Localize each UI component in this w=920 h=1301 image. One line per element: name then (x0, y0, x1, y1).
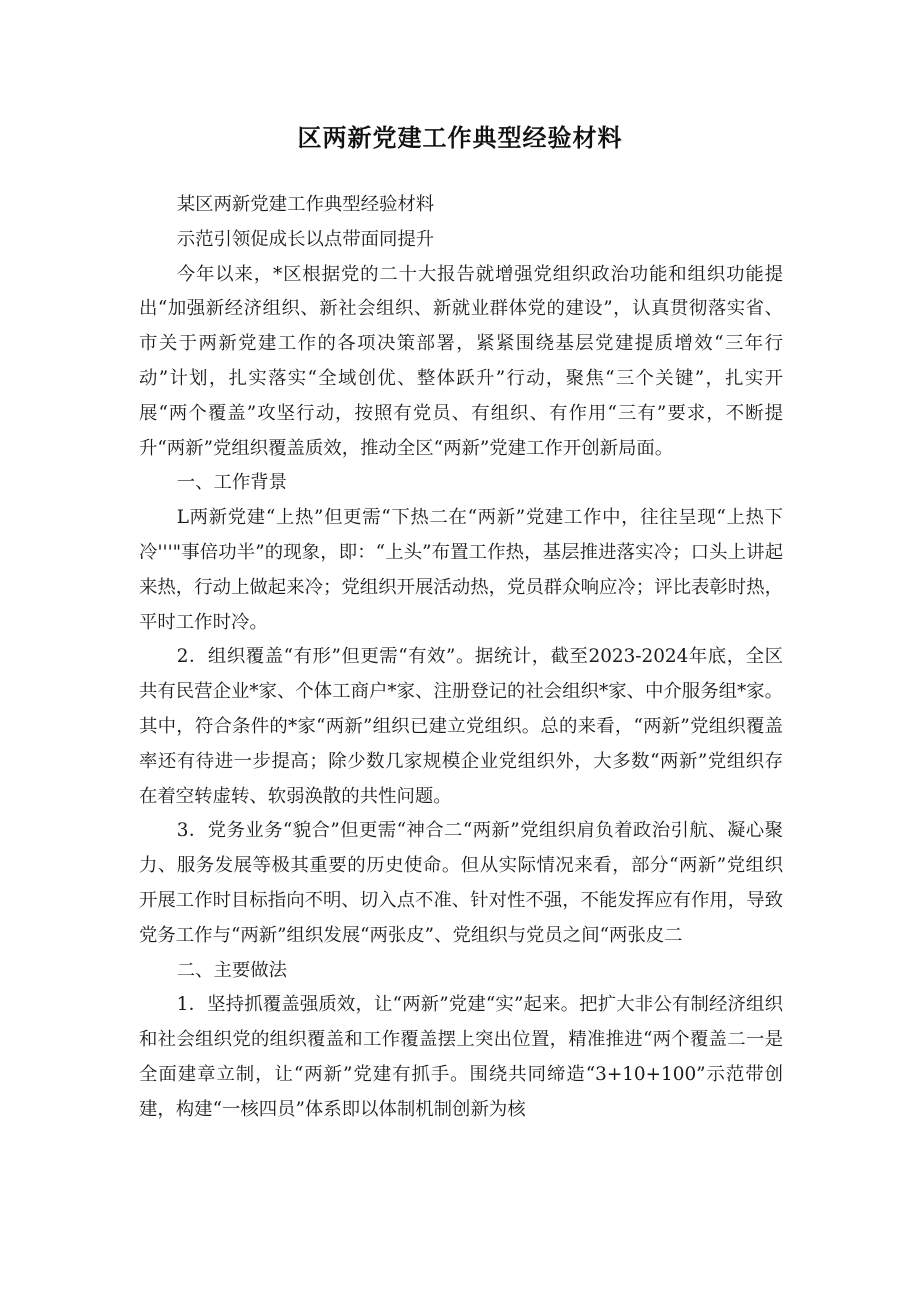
section-heading-methods: 二、主要做法 (176, 959, 288, 981)
paragraph-intro: 今年以来，*区根据党的二十大报告就增强党组织政治功能和组织功能提出“加强新经济组织、新社会组织、新就业群体党的建设”，认真贯彻落实省、市关于两新党建工作的各项决策部署，紧紧围绕基层党建提质增效“三年行动”计划，扎实落实“全域创优、整体跃升”行动，聚焦“三个关键”，扎实开展“两个覆盖”攻坚行动，按照有党员、有组织、有作用“三有”要求，不断提升“两新”党组织覆盖质效，推动全区“两新”党建工作开创新局面。 (139, 263, 783, 459)
section-heading-background: 一、工作背景 (176, 472, 288, 494)
paragraph-methods-1: 1．坚持抓覆盖强质效，让“两新”党建“实”起来。把扩大非公有制经济组织和社会组织党的组织覆盖和工作覆盖摆上突出位置，精准推进“两个覆盖二一是全面建章立制，让“两新”党建有抓手。围绕共同缔造“3+10+100”示范带创建，构建“一核四员”体系即以体制机制创新为核 (139, 994, 783, 1120)
paragraph-subtitle: 某区两新党建工作典型经验材料 (176, 194, 435, 215)
paragraph-background-1: L两新党建“上热”但更需“下热二在“两新”党建工作中，往往呈现“上热下冷'''"事倍功半”的现象，即：“上头”布置工作热，基层推进落实冷；口头上讲起来热，行动上做起来冷；党组织开展活动热，党员群众响应冷；评比表彰时热，平时工作时冷。 (139, 507, 783, 633)
paragraph-background-3: 3．党务业务“貌合”但更需“神合二“两新”党组织肩负着政治引航、凝心聚力、服务发展等极其重要的历史使命。但从实际情况来看，部分“两新”党组织开展工作时目标指向不明、切入点不准、针对性不强，不能发挥应有作用，导致党务工作与“两新”组织发展“两张皮”、党组织与党员之间“两张皮二 (139, 820, 783, 946)
document-title: 区两新党建工作典型经验材料 (297, 124, 623, 152)
paragraph-background-2: 2．组织覆盖“有形”但更需“有效”。据统计，截至2023-2024年底，全区共有民营企业*家、个体工商户*家、注册登记的社会组织*家、中介服务组*家。其中，符合条件的*家“两新”组织已建立党组织。总的来看，“两新”党组织覆盖率还有待进一步提高；除少数几家规模企业党组织外，大多数“两新”党组织存在着空转虚转、软弱涣散的共性问题。 (139, 646, 783, 807)
paragraph-slogan: 示范引领促成长以点带面同提升 (176, 228, 435, 250)
document-body (139, 188, 783, 1128)
